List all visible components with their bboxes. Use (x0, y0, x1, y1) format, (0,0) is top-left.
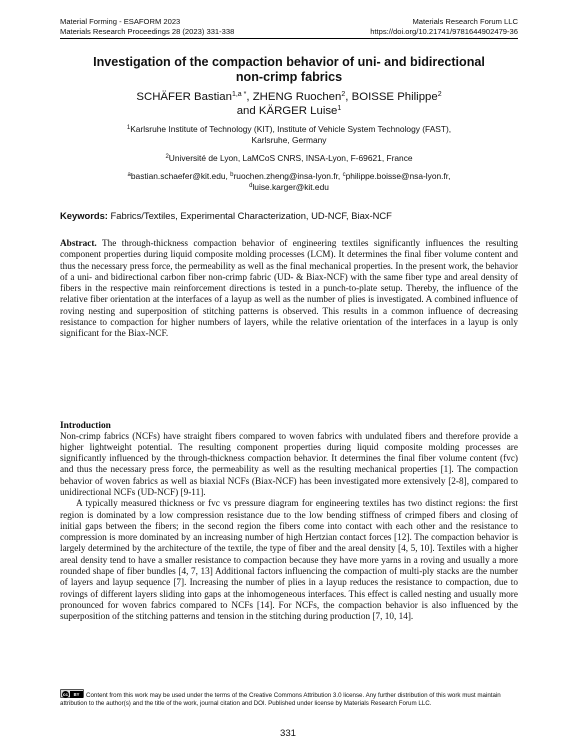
running-header-bottom (60, 27, 518, 36)
author-superscript: 2 (341, 91, 346, 98)
page-number: 331 (279, 728, 296, 739)
license-text: Content from this work may be used under the terms of the Creative Commons Attribution 3.0 license. Any further distribution of this work must maintain attribution to the author(s) and the title of the work, journal citation and DOI. Published under license by Materials Research Forum LLC. (60, 692, 501, 707)
doi-link[interactable]: https://doi.org/10.21741/9781644902479-36 (370, 27, 518, 36)
author-superscript: 1 (337, 105, 342, 112)
paragraph: Non-crimp fabrics (NCFs) have straight fibers compared to woven fabrics with undulated fibers and therefore provide a higher lightweight potential. The resulting component properties during liquid composite molding processes are significantly influenced by the through-thickness compaction behavior. It determines the final fiber volume content (fvc) and thus the necessary press force, the permeability as well as the resulting mechanical properties [1]. The compaction behavior of woven fabrics as well as biaxial NCFs (Biax-NCF) has been investigated more extensively [2-8], compared to unidirectional NCFs (UD-NCF) [9-11]. (60, 431, 518, 498)
header-rule (60, 38, 518, 39)
proceedings-series: Materials Research Proceedings 28 (2023) 331-338 (60, 27, 235, 36)
author-line-2 (60, 104, 518, 118)
affiliation-number: 2 (165, 154, 169, 160)
license-footer (60, 689, 518, 707)
author-list (60, 90, 518, 118)
cc-by-logo[interactable] (60, 689, 84, 698)
keywords (60, 210, 518, 222)
abstract (60, 239, 518, 340)
author-name: KÄRGER Luise (258, 105, 338, 117)
affiliation-text: Karlsruhe, Germany (251, 135, 327, 145)
publisher-name: Materials Research Forum LLC (412, 17, 518, 26)
author-name: BOISSE Philippe (351, 91, 438, 103)
affiliation-1 (60, 124, 518, 146)
running-header-top (60, 17, 518, 26)
paragraph: A typically measured thickness or fvc vs pressure diagram for engineering textiles has two distinct regions: the first region is dominated by a low compression resistance due to the low bending stiffness of crimped fibers and closing of initial gaps between the fibers; in the second region the fibers come into contact with each other and the resistance to compression is more dominated by an increasing number of high Hertzian contact forces [12]. The compaction behavior is largely determined by the architecture of the textile, the type of fiber and the areal density [4, 5, 10]. Textiles with a higher areal density tend to have a smaller resistance to compaction because they have more yarns in a roving and usually a more rounded shape of fiber bundles [4, 7, 13] Additional factors influencing the compaction of multi-ply stacks are the number of layers and layup sequence [7]. Increasing the number of plies in a layup reduces the resistance to compaction, due to rovings of different layers sliding into gaps at the inhomogeneous interfaces. This effect is called nesting and usually more pronounced for woven fabrics compared to NCFs [14]. For NCFs, the compaction behavior is also influenced by the superposition of the stitching patterns and tension in the stitching during production [7, 10, 14]. (60, 499, 518, 623)
affiliation-2 (60, 153, 518, 164)
by-icon: BY (70, 691, 83, 698)
introduction-body (60, 432, 518, 624)
author-superscript: 2 (437, 91, 442, 98)
email-link[interactable]: ruochen.zheng@insa-lyon.fr, (233, 171, 341, 181)
title-line-1: Investigation of the compaction behavior of uni- and bidirectional (93, 55, 485, 69)
affiliation-text: Karlsruhe Institute of Technology (KIT), Institute of Vehicle System Technology (FAST), (130, 124, 452, 134)
author-name: ZHENG Ruochen (252, 91, 342, 103)
author-superscript: 1,a * (231, 91, 247, 98)
email-link[interactable]: luise.karger@kit.edu (252, 182, 329, 192)
affiliation-number: 1 (126, 125, 131, 131)
email-superscript: d (249, 183, 253, 189)
author-name: SCHÄFER Bastian (136, 91, 232, 103)
keywords-label: Keywords: (60, 210, 108, 221)
email-link[interactable]: philippe.boisse@nsa-lyon.fr, (345, 171, 451, 181)
conference-name: Material Forming - ESAFORM 2023 (60, 17, 181, 26)
section-heading-introduction: Introduction (60, 421, 111, 431)
author-line-1: SCHÄFER Bastian$^{1,a *}$, ZHENG Ruochen$^2$, BOISSE Philippe$^2$ (136, 91, 442, 103)
email-link[interactable]: bastian.schaefer@kit.edu, (130, 171, 228, 181)
abstract-text: The through-thickness compaction behavior of engineering textiles significantly influences the resulting component properties during liquid composite molding processes (LCM). It determines the final fiber volume content and thus the necessary press force, the permeability as well as the final mechanical properties. In the present work, the behavior of a uni- and bidirectional carbon fiber non-crimp fabric (UD- & Biax-NCF) with the same fiber type and areal density of fibers in the respective main reinforcement directions is tested in a punch-to-plate setup. Thereby, the influence of the relative fiber orientation at the interfaces of a layup as well as the number of plies is investigated. A combined influence of roving nesting and superposition of stitching patterns is observed. This results in a common influence of decreasing resistance to compaction for higher numbers of layers, while the relative orientation of the interfaces in a layup is only significant for the Biax-NCF. (60, 239, 518, 339)
email-superscript: c (342, 172, 346, 178)
email-superscript: b (230, 172, 234, 178)
keywords-text: Fabrics/Textiles, Experimental Characterization, UD-NCF, Biax-NCF (110, 210, 392, 221)
paper-title (60, 55, 518, 85)
affiliation-text: Université de Lyon, LaMCoS CNRS, INSA-Lyon, F-69621, France (168, 153, 413, 163)
author-connector: and (236, 105, 256, 117)
title-line-2: non-crimp fabrics (235, 70, 343, 84)
email-superscript: a (127, 172, 131, 178)
cc-icon: cc (62, 691, 68, 697)
abstract-label: Abstract. (60, 239, 97, 249)
author-emails (60, 171, 518, 193)
